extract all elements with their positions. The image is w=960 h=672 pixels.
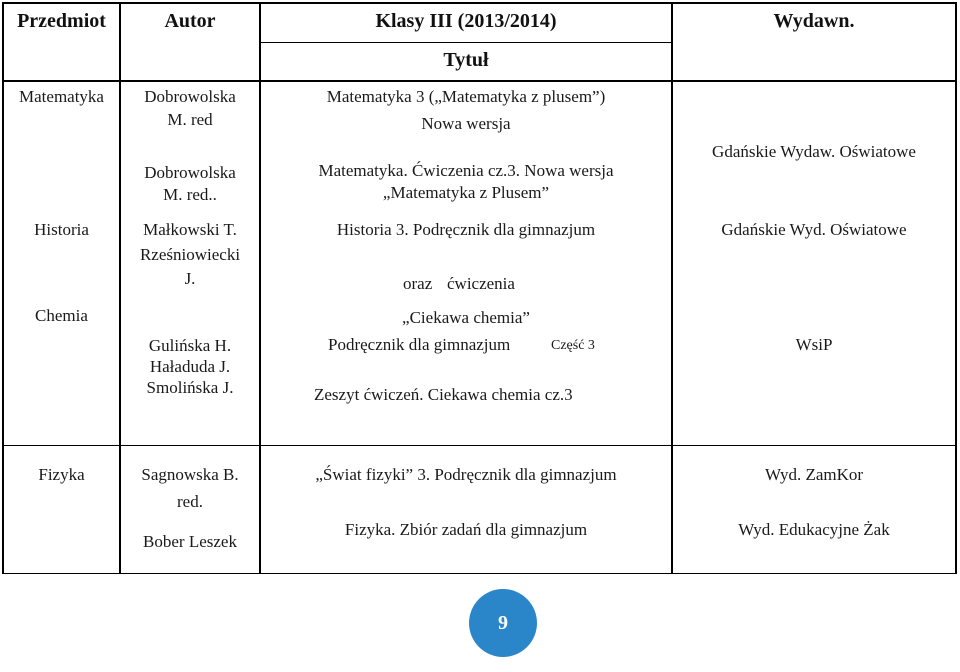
author-line: Dobrowolska	[144, 163, 236, 182]
author-line: Smolińska J.	[146, 378, 234, 397]
title-line: Podręcznik dla gimnazjum	[328, 335, 511, 354]
subject-cell: Historia	[34, 220, 89, 239]
table-border-bottom	[2, 573, 957, 574]
author-line: Rześniowiecki	[139, 245, 241, 264]
page-number-badge: 9	[469, 589, 537, 657]
col-divider	[671, 2, 673, 574]
author-line: Haładuda J.	[149, 357, 231, 376]
subject-cell: Matematyka	[19, 87, 104, 106]
author-line: Bober Leszek	[143, 532, 237, 551]
author-line: Gulińska H.	[148, 336, 232, 355]
subject-cell: Fizyka	[38, 465, 85, 484]
author-line: M. red..	[163, 185, 217, 204]
title-line: ćwiczenia	[447, 274, 515, 293]
author-line: red.	[177, 492, 203, 511]
publisher-cell: Gdańskie Wyd. Oświatowe	[721, 220, 907, 239]
table-border-right	[955, 2, 957, 574]
publisher-cell: Gdańskie Wydaw. Oświatowe	[712, 142, 916, 161]
title-line: Część 3	[551, 338, 595, 353]
table-border-top	[2, 2, 956, 4]
header-author: Autor	[164, 10, 216, 32]
title-line: Matematyka. Ćwiczenia cz.3. Nowa wersja	[318, 161, 614, 180]
title-line: Historia 3. Podręcznik dla gimnazjum	[336, 220, 596, 239]
author-line: M. red	[167, 110, 213, 129]
header-classes: Klasy III (2013/2014)	[375, 10, 557, 32]
author-line: Dobrowolska	[144, 87, 236, 106]
header-publisher: Wydawn.	[773, 10, 855, 32]
author-line: Sagnowska B.	[141, 465, 239, 484]
title-line: Zeszyt ćwiczeń. Ciekawa chemia cz.3	[314, 385, 573, 404]
title-line: Matematyka 3 („Matematyka z plusem”)	[326, 87, 606, 106]
title-line: oraz	[403, 274, 433, 293]
publisher-cell: Wyd. ZamKor	[764, 465, 864, 484]
title-line: „Matematyka z Plusem”	[382, 183, 550, 202]
subject-cell: Chemia	[35, 306, 88, 325]
header-divider	[2, 80, 957, 82]
title-line: „Ciekawa chemia”	[402, 308, 530, 327]
row-divider	[2, 445, 957, 446]
header-title: Tytuł	[443, 49, 489, 71]
author-line: J.	[184, 269, 196, 288]
author-line: Małkowski T.	[143, 220, 237, 239]
publisher-cell: Wyd. Edukacyjne Żak	[738, 520, 890, 539]
title-line: „Świat fizyki” 3. Podręcznik dla gimnazjum	[315, 465, 617, 484]
publisher-cell: WsiP	[795, 335, 833, 354]
title-line: Fizyka. Zbiór zadań dla gimnazjum	[344, 520, 588, 539]
title-line: Nowa wersja	[421, 114, 511, 133]
header-subject: Przedmiot	[17, 10, 106, 32]
header-subdivider	[261, 42, 673, 43]
